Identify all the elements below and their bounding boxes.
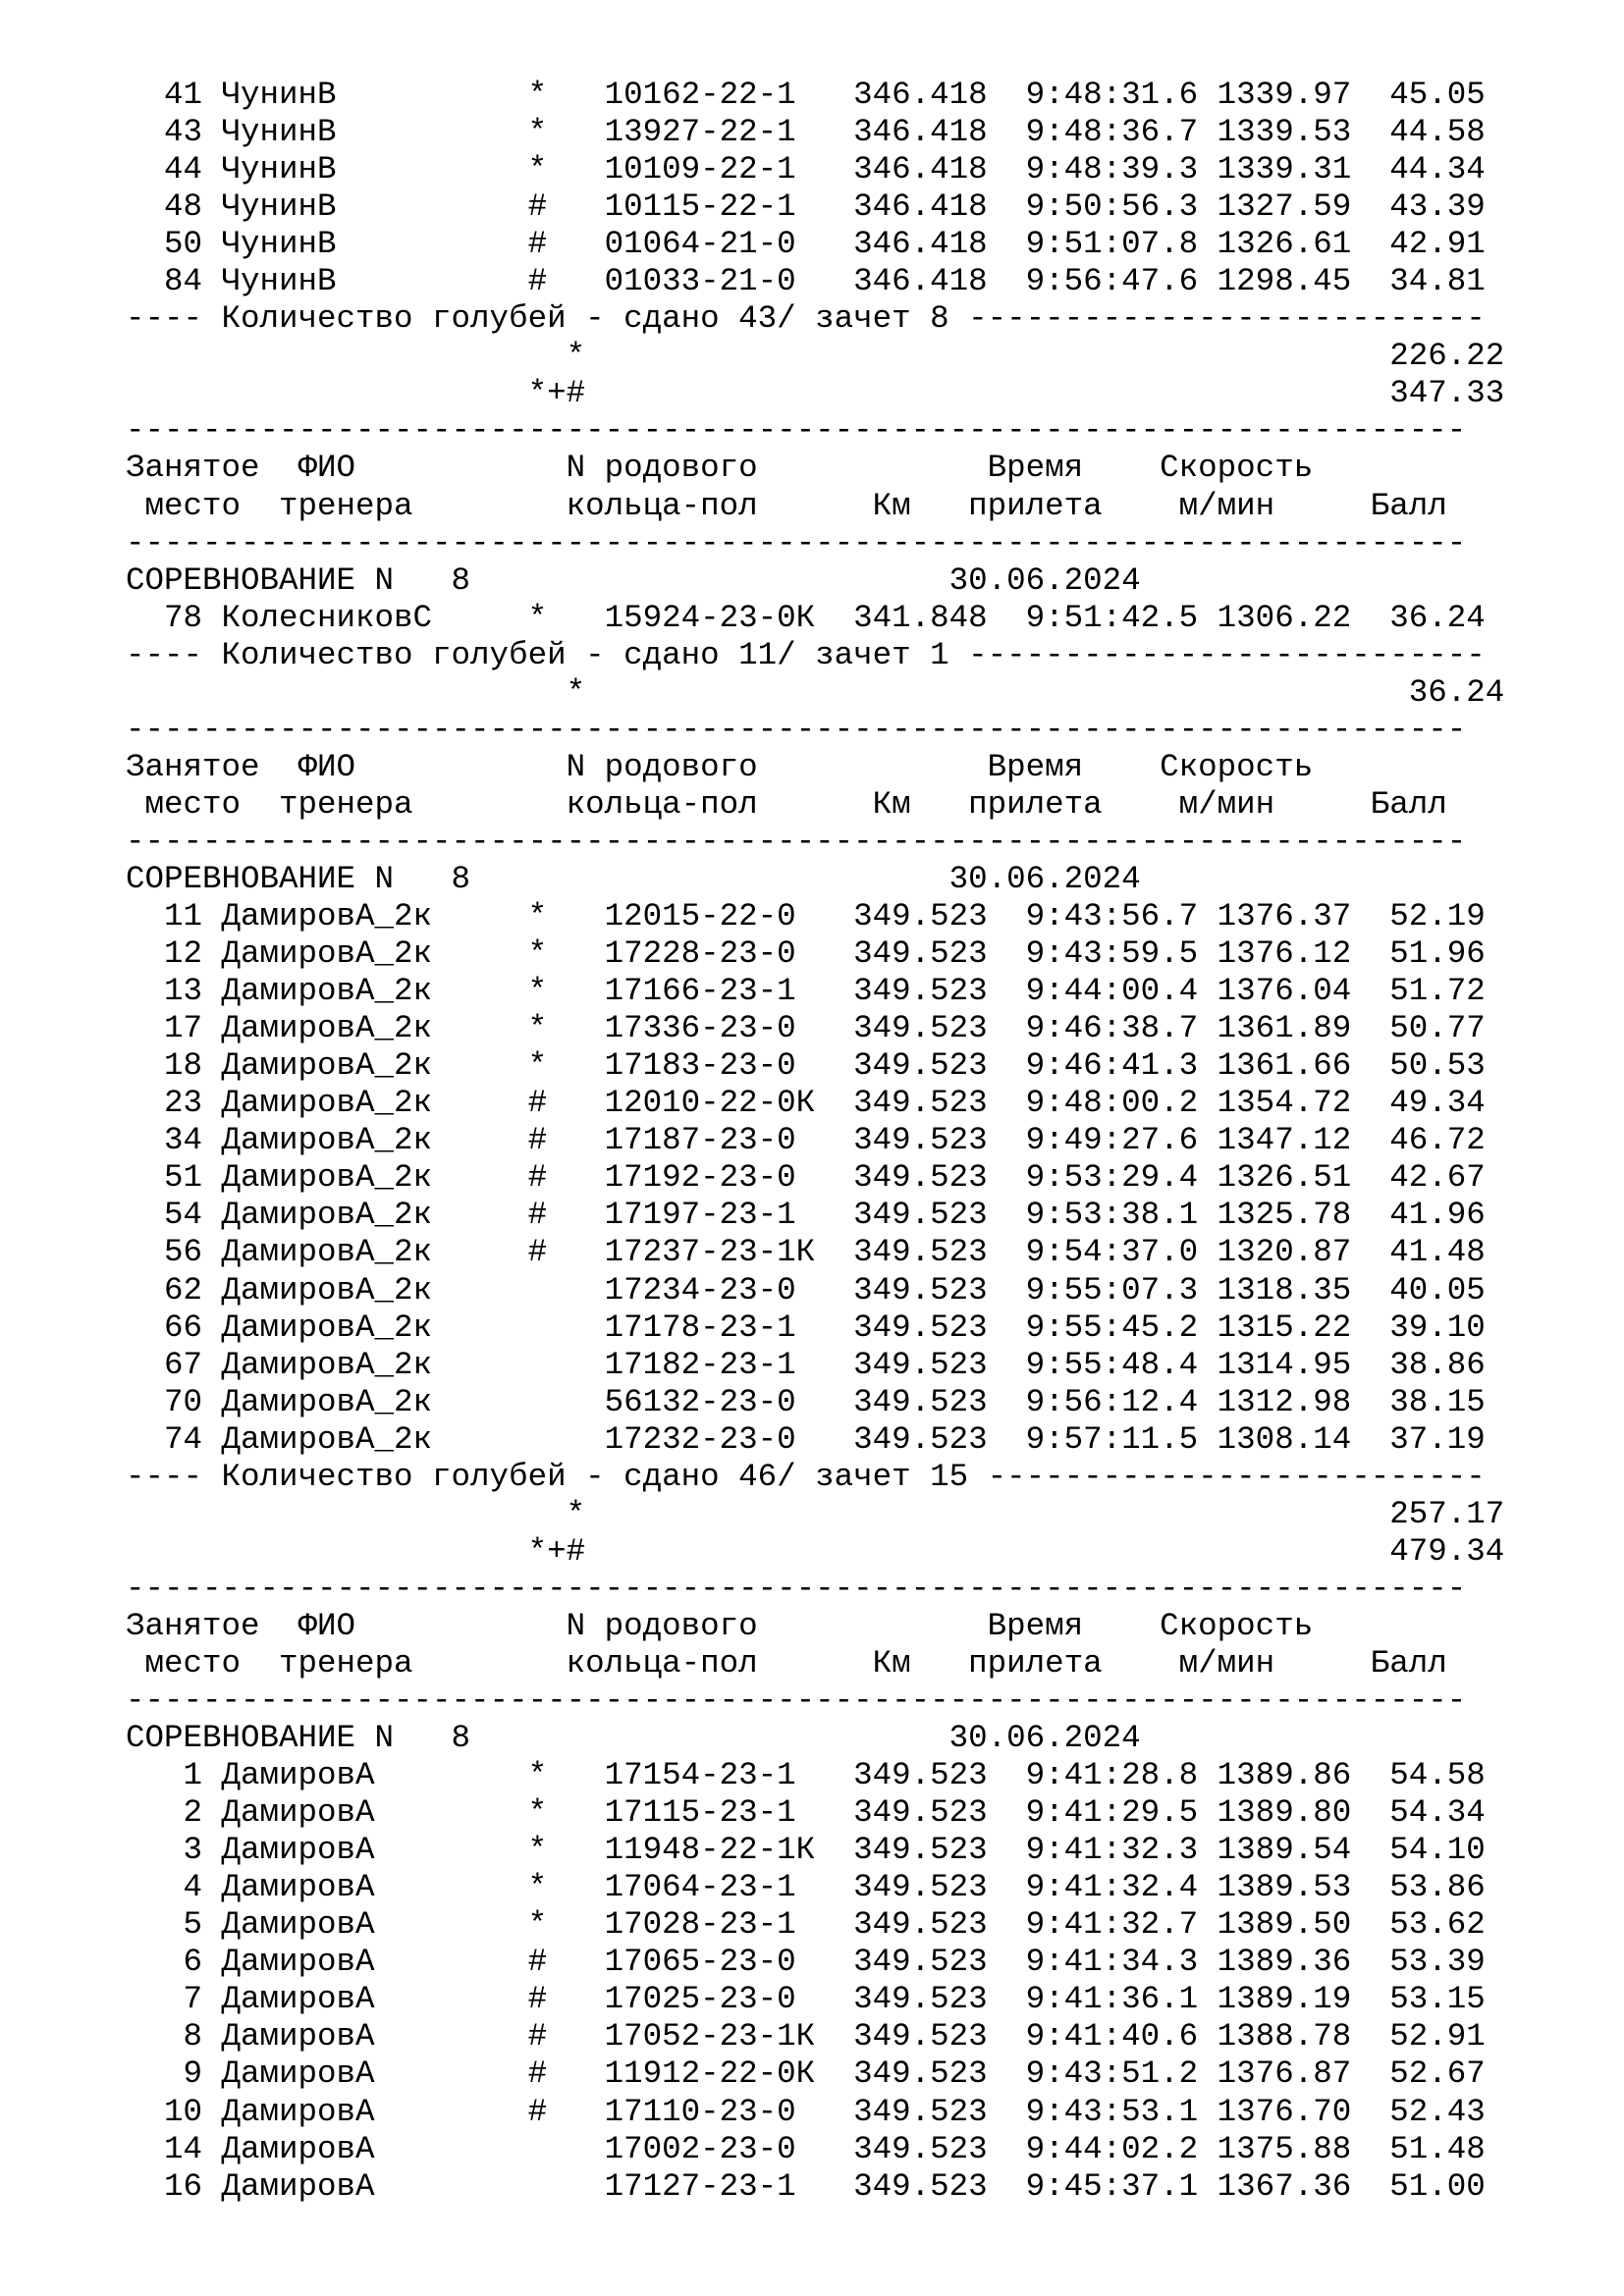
- result-row: 70 ДамировА_2к 56132-23-0 349.523 9:56:12.4 1312.98 38.15: [126, 1383, 1486, 1420]
- competition-header: СОРЕВНОВАНИЕ N 8 30.06.2024: [126, 860, 1141, 897]
- result-row: 66 ДамировА_2к 17178-23-1 349.523 9:55:45.2 1315.22 39.10: [126, 1308, 1486, 1346]
- result-row: 56 ДамировА_2к # 17237-23-1К 349.523 9:54:37.0 1320.87 41.48: [126, 1234, 1486, 1271]
- summary-line: ---- Количество голубей - сдано 43/ зачет 8 ---------------------------: [126, 300, 1486, 338]
- result-row: 10 ДамировА # 17110-23-0 349.523 9:43:53.1 1376.70 52.43: [126, 2093, 1486, 2130]
- result-row: 84 ЧунинВ # 01033-21-0 346.418 9:56:47.6 1298.45 34.81: [126, 263, 1486, 300]
- result-row: 78 КолесниковС * 15924-23-0К 341.848 9:51:42.5 1306.22 36.24: [126, 599, 1486, 636]
- result-row: 11 ДамировА_2к * 12015-22-0 349.523 9:43:56.7 1376.37 52.19: [126, 898, 1486, 935]
- result-row: 43 ЧунинВ * 13927-22-1 346.418 9:48:36.7 1339.53 44.58: [126, 114, 1486, 151]
- points-total: * 226.22: [126, 338, 1505, 375]
- result-row: 14 ДамировА 17002-23-0 349.523 9:44:02.2 1375.88 51.48: [126, 2130, 1486, 2167]
- summary-line: ---- Количество голубей - сдано 46/ зачет 15 --------------------------: [126, 1458, 1486, 1495]
- result-row: 6 ДамировА # 17065-23-0 349.523 9:41:34.3 1389.36 53.39: [126, 1944, 1486, 1981]
- result-row: 9 ДамировА # 11912-22-0К 349.523 9:43:51.2 1376.87 52.67: [126, 2056, 1486, 2093]
- separator-line: ----------------------------------------------------------------------: [126, 1570, 1467, 1607]
- result-row: 12 ДамировА_2к * 17228-23-0 349.523 9:43:59.5 1376.12 51.96: [126, 935, 1486, 973]
- result-row: 2 ДамировА * 17115-23-1 349.523 9:41:29.5 1389.80 54.34: [126, 1794, 1486, 1832]
- result-row: 5 ДамировА * 17028-23-1 349.523 9:41:32.7 1389.50 53.62: [126, 1906, 1486, 1944]
- result-row: 8 ДамировА # 17052-23-1К 349.523 9:41:40.6 1388.78 52.91: [126, 2018, 1486, 2056]
- result-row: 17 ДамировА_2к * 17336-23-0 349.523 9:46:38.7 1361.89 50.77: [126, 1010, 1486, 1047]
- result-row: 23 ДамировА_2к # 12010-22-0К 349.523 9:48:00.2 1354.72 49.34: [126, 1085, 1486, 1122]
- competition-header: СОРЕВНОВАНИЕ N 8 30.06.2024: [126, 561, 1141, 599]
- separator-line: ----------------------------------------------------------------------: [126, 1682, 1467, 1720]
- result-row: 48 ЧунинВ # 10115-22-1 346.418 9:50:56.3 1327.59 43.39: [126, 188, 1486, 226]
- summary-line: ---- Количество голубей - сдано 11/ зачет 1 ---------------------------: [126, 636, 1486, 673]
- result-row: 51 ДамировА_2к # 17192-23-0 349.523 9:53:29.4 1326.51 42.67: [126, 1159, 1486, 1197]
- points-total: *+# 347.33: [126, 375, 1505, 412]
- column-header: Занятое ФИО N родового Время Скорость: [126, 450, 1314, 487]
- race-results-report: [126, 77, 1504, 2206]
- result-row: 50 ЧунинВ # 01064-21-0 346.418 9:51:07.8 1326.61 42.91: [126, 226, 1486, 263]
- column-header: место тренера кольца-пол Км прилета м/мин Балл: [126, 785, 1447, 823]
- result-row: 54 ДамировА_2к # 17197-23-1 349.523 9:53:38.1 1325.78 41.96: [126, 1197, 1486, 1234]
- separator-line: ----------------------------------------------------------------------: [126, 524, 1467, 561]
- separator-line: ----------------------------------------------------------------------: [126, 711, 1467, 748]
- result-row: 74 ДамировА_2к 17232-23-0 349.523 9:57:11.5 1308.14 37.19: [126, 1420, 1486, 1458]
- separator-line: ----------------------------------------------------------------------: [126, 412, 1467, 450]
- separator-line: ----------------------------------------------------------------------: [126, 823, 1467, 860]
- column-header: Занятое ФИО N родового Время Скорость: [126, 748, 1314, 785]
- result-row: 16 ДамировА 17127-23-1 349.523 9:45:37.1 1367.36 51.00: [126, 2167, 1486, 2205]
- result-row: 3 ДамировА * 11948-22-1К 349.523 9:41:32.3 1389.54 54.10: [126, 1832, 1486, 1869]
- result-row: 62 ДамировА_2к 17234-23-0 349.523 9:55:07.3 1318.35 40.05: [126, 1271, 1486, 1308]
- points-total: * 257.17: [126, 1495, 1505, 1532]
- result-row: 7 ДамировА # 17025-23-0 349.523 9:41:36.1 1389.19 53.15: [126, 1981, 1486, 2018]
- column-header: Занятое ФИО N родового Время Скорость: [126, 1607, 1314, 1644]
- result-row: 44 ЧунинВ * 10109-22-1 346.418 9:48:39.3 1339.31 44.34: [126, 151, 1486, 188]
- column-header: место тренера кольца-пол Км прилета м/мин Балл: [126, 487, 1447, 524]
- result-row: 41 ЧунинВ * 10162-22-1 346.418 9:48:31.6 1339.97 45.05: [126, 77, 1486, 113]
- result-row: 4 ДамировА * 17064-23-1 349.523 9:41:32.4 1389.53 53.86: [126, 1869, 1486, 1906]
- result-row: 18 ДамировА_2к * 17183-23-0 349.523 9:46:41.3 1361.66 50.53: [126, 1047, 1486, 1085]
- points-total: *+# 479.34: [126, 1532, 1505, 1570]
- column-header: место тренера кольца-пол Км прилета м/мин Балл: [126, 1644, 1447, 1682]
- result-row: 34 ДамировА_2к # 17187-23-0 349.523 9:49:27.6 1347.12 46.72: [126, 1122, 1486, 1159]
- points-total: * 36.24: [126, 673, 1505, 711]
- competition-header: СОРЕВНОВАНИЕ N 8 30.06.2024: [126, 1720, 1141, 1757]
- result-row: 1 ДамировА * 17154-23-1 349.523 9:41:28.8 1389.86 54.58: [126, 1757, 1486, 1794]
- result-row: 13 ДамировА_2к * 17166-23-1 349.523 9:44:00.4 1376.04 51.72: [126, 973, 1486, 1010]
- result-row: 67 ДамировА_2к 17182-23-1 349.523 9:55:48.4 1314.95 38.86: [126, 1346, 1486, 1383]
